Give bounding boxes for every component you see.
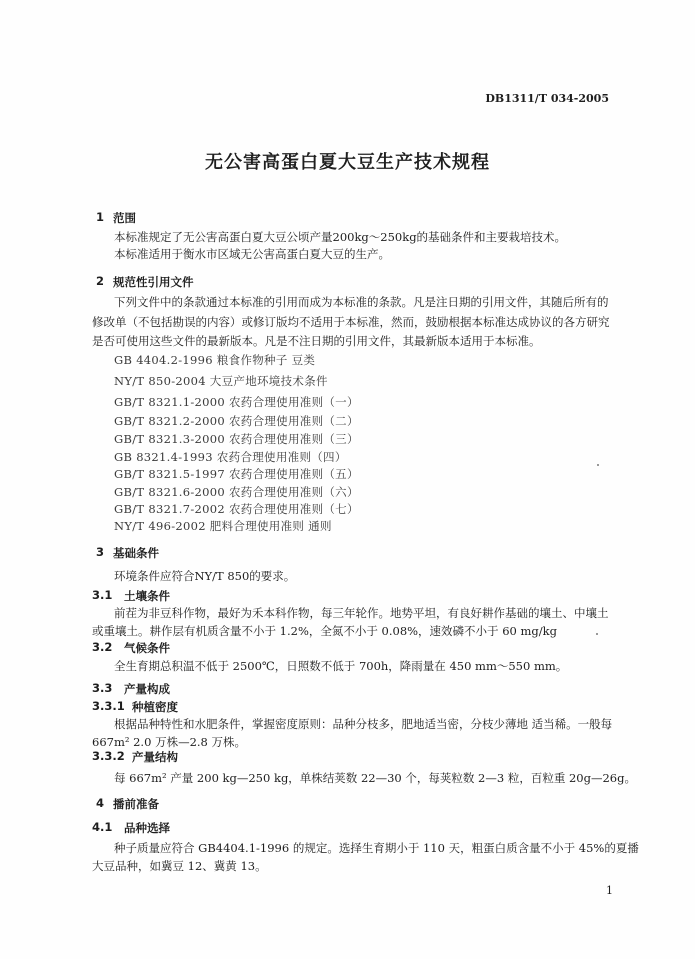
document-title: 无公害高蛋白夏大豆生产技术规程 <box>205 152 490 173</box>
scan-speck <box>596 633 598 635</box>
subsection-3-2-paragraph: 全生育期总积温不低于 2500℃，日照数不低于 700h，降雨量在 450 mm～550 mm。 <box>114 659 568 673</box>
subsection-3-1-line-1: 前茬为非豆科作物，最好为禾本科作物，每三年轮作。地势平坦，有良好耕作基础的壤土、中壤土 <box>114 606 609 620</box>
reference-item: GB 4404.2-1996 粮食作物种子 豆类 <box>114 353 316 367</box>
subsection-3-3-2-number: 3.3.2 <box>92 749 125 763</box>
subsection-4-1-number: 4.1 <box>92 820 113 834</box>
subsection-3-2-number: 3.2 <box>92 640 113 654</box>
subsection-3-1-number: 3.1 <box>92 588 113 602</box>
reference-item: GB/T 8321.6-2000 农药合理使用准则（六） <box>114 485 359 499</box>
subsection-3-3-1-line-1: 根据品种特性和水肥条件，掌握密度原则：品种分枝多，肥地适当密，分枝少薄地 适当稀。一般每 <box>114 717 613 731</box>
subsection-3-1-line-2: 或重壤土。耕作层有机质含量不小于 1.2%，全氮不小于 0.08%，速效磷不小于 60 mg/kg <box>92 624 557 638</box>
section-4-number: 4 <box>96 796 105 810</box>
reference-item: GB 8321.4-1993 农药合理使用准则（四） <box>114 450 347 464</box>
reference-item: GB/T 8321.3-2000 农药合理使用准则（三） <box>114 432 359 446</box>
section-3-number: 3 <box>96 545 105 559</box>
subsection-4-1-line-2: 大豆品种，如冀豆 12、冀黄 13。 <box>92 859 267 873</box>
subsection-4-1-title: 品种选择 <box>124 821 170 835</box>
subsection-3-3-number: 3.3 <box>92 681 113 695</box>
subsection-3-3-1-line-2: 667m² 2.0 万株—2.8 万株。 <box>92 735 247 749</box>
reference-item: GB/T 8321.1-2000 农药合理使用准则（一） <box>114 395 359 409</box>
section-2-title: 规范性引用文件 <box>113 275 194 289</box>
subsection-3-3-2-title: 产量结构 <box>132 750 178 764</box>
standard-code: DB1311/T 034-2005 <box>485 92 609 105</box>
subsection-3-3-2-paragraph: 每 667m² 产量 200 kg—250 kg，单株结荚数 22—30 个，每荚粒数 2—3 粒，百粒重 20g—26g。 <box>114 771 636 785</box>
section-3-title: 基础条件 <box>113 546 159 560</box>
section-3-paragraph: 环境条件应符合NY/T 850的要求。 <box>114 569 296 583</box>
section-1-number: 1 <box>96 210 105 224</box>
scan-speck <box>597 464 599 466</box>
reference-item: NY/T 496-2002 肥料合理使用准则 通则 <box>114 519 332 533</box>
section-1-title: 范围 <box>113 211 136 225</box>
subsection-3-3-title: 产量构成 <box>124 682 170 696</box>
subsection-4-1-line-1: 种子质量应符合 GB4404.1-1996 的规定。选择生育期小于 110 天，粗蛋白质含量不小于 45%的夏播 <box>114 841 639 855</box>
reference-item: GB/T 8321.5-1997 农药合理使用准则（五） <box>114 467 359 481</box>
section-2-number: 2 <box>96 274 105 288</box>
subsection-3-3-1-title: 种植密度 <box>132 700 178 714</box>
page-number: 1 <box>606 884 613 897</box>
section-1-paragraph-2: 本标准适用于衡水市区域无公害高蛋白夏大豆的生产。 <box>114 247 390 261</box>
section-2-paragraph-line-2: 修改单（不包括勘误的内容）或修订版均不适用于本标准，然而，鼓励根据本标准达成协议的各方研究 <box>92 315 610 329</box>
section-4-title: 播前准备 <box>113 797 159 811</box>
section-2-paragraph-line-1: 下列文件中的条款通过本标准的引用而成为本标准的条款。凡是注日期的引用文件，其随后所有的 <box>114 295 609 309</box>
section-1-paragraph-1: 本标准规定了无公害高蛋白夏大豆公顷产量200kg～250kg的基础条件和主要栽培技术。 <box>114 230 567 244</box>
reference-item: GB/T 8321.2-2000 农药合理使用准则（二） <box>114 414 359 428</box>
reference-item: NY/T 850-2004 大豆产地环境技术条件 <box>114 374 328 388</box>
subsection-3-3-1-number: 3.3.1 <box>92 699 125 713</box>
section-2-paragraph-line-3: 是否可使用这些文件的最新版本。凡是不注日期的引用文件，其最新版本适用于本标准。 <box>92 334 541 348</box>
subsection-3-1-title: 土壤条件 <box>124 589 170 603</box>
reference-item: GB/T 8321.7-2002 农药合理使用准则（七） <box>114 502 359 516</box>
subsection-3-2-title: 气候条件 <box>124 641 170 655</box>
